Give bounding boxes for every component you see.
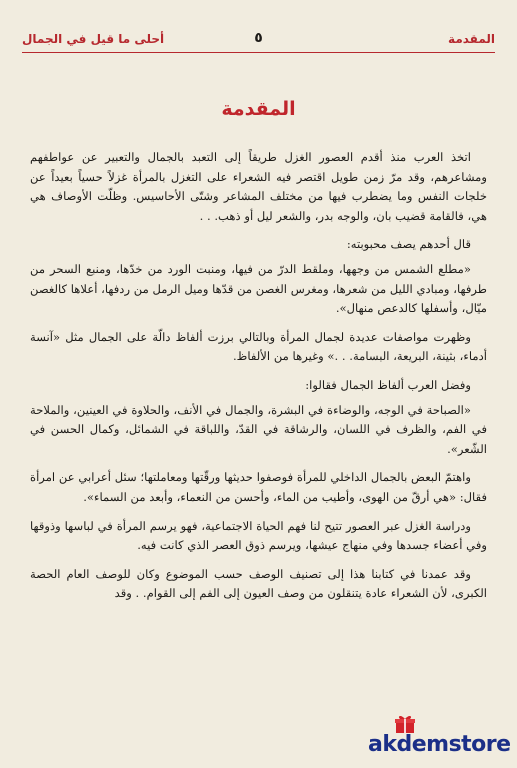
page-number: ٥	[254, 30, 263, 46]
body-text	[30, 148, 487, 613]
paragraph: قال أحدهم يصف محبوبته:	[346, 237, 471, 252]
paragraph: وفضل العرب ألفاظ الجمال فقالوا:	[305, 377, 471, 392]
paragraph: «الصباحة في الوجه، والوضاءة في البشرة، والجمال في الأنف، والحلاوة في العينين، والملاحة في الفم، والظرف في اللسان، والرشاقة في القدّ، واللباقة في الشمائل، وكمال الحسن في الشّعر».	[30, 402, 487, 456]
paragraph: ودراسة الغزل عبر العصور تتيح لنا فهم الحياة الاجتماعية، فهو يرسم المرأة في لباسها وذوقها وفي أعضاء جسدها وفي منهاج عيشها، ويرسم ذوق العصر الذي كانت فيه.	[30, 518, 487, 553]
gift-box-icon	[394, 714, 416, 734]
running-header	[22, 30, 495, 52]
paragraph: وظهرت مواصفات عديدة لجمال المرأة وبالتالي برزت ألفاظ دالّة على الجمال مثل «آنسة أدماء، بثينة، البريعة، البسامة. . .» وغيرها من الألفاظ.	[30, 329, 487, 364]
paragraph: اتخذ العرب منذ أقدم العصور الغزل طريقاً إلى التعبد بالجمال والتعبير عن عواطفهم ومشاعرهم، وقد مرّ زمن طويل اقتصر فيه الشعراء على التغزل بالمرأة غزلاً حسياً بعيداً عن خلجات النفس وما يضطرب فيها من مختلف المشاعر وشتّى الأحاسيس. وظلّت الأوصاف هي هي، فالقامة قضيب بان، والوجه بدر، والشعر ليل أو ذهب. . .	[30, 150, 487, 223]
book-title: أحلى ما قيل في الجمال	[22, 32, 165, 46]
paragraph: وقد عمدنا في كتابنا هذا إلى تصنيف الوصف حسب الموضوع وكان للوصف العام الحصة الكبرى، لأن الشعراء عادة يتنقلون من وصف العيون إلى الفم إلى القوام. . وقد	[30, 566, 487, 601]
watermark-text: akdemstore	[368, 732, 511, 757]
page-title: المقدمة	[221, 98, 296, 120]
paragraph: واهتمّ البعض بالجمال الداخلي للمرأة فوصفوا حديثها ورقّتها ومعاملتها؛ سئل أعرابي عن امرأة فقال: «هي أرقّ من الهوى، وأطيب من الماء، وأحسن من النعماء، وأبعد من السماء».	[30, 470, 487, 504]
store-watermark	[368, 720, 513, 760]
chapter-name: المقدمة	[448, 32, 495, 46]
header-divider	[22, 52, 495, 53]
paragraph: «مطلع الشمس من وجهها، وملقط الدرّ من فيها، ومنبت الورد من خدّها، ومنبع السحر من طرفها، ومبادي الليل من شعرها، ومغرس الغصن من قدّها وميل الرمل من ردفها، أعلاها كالغصن ميّال، وأسفلها كالدعص منهال».	[30, 261, 487, 316]
